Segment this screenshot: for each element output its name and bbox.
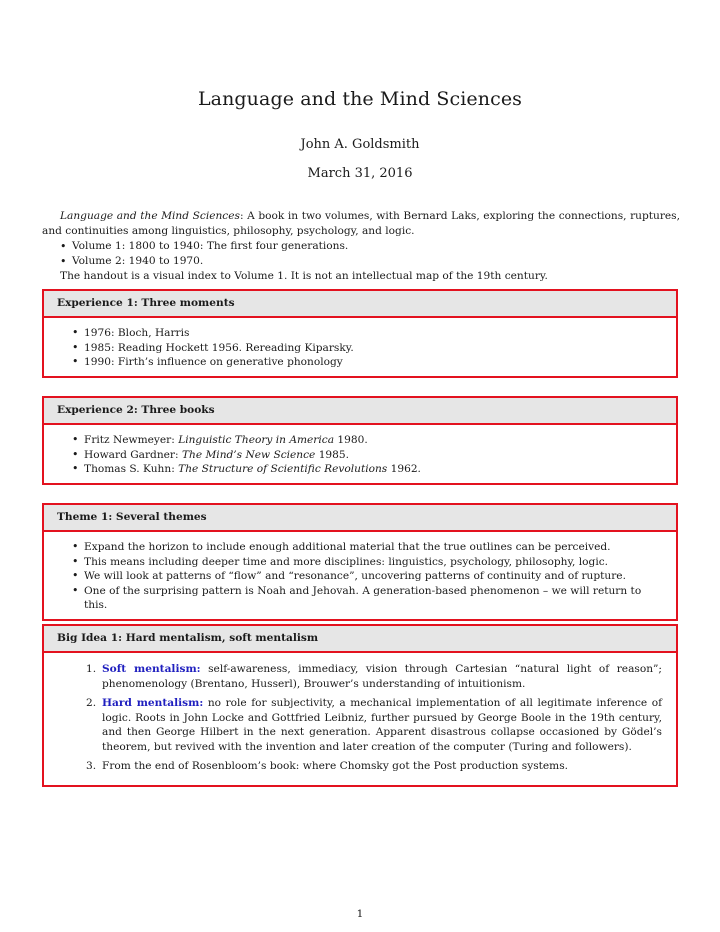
book-author: Howard Gardner: xyxy=(84,448,182,461)
numbered-list xyxy=(58,662,662,774)
list-item xyxy=(72,462,662,477)
list-item: • Volume 2: 1940 to 1970. xyxy=(60,254,680,269)
intro-section xyxy=(42,209,680,284)
list-item: • 1985: Reading Hockett 1956. Rereading Kiparsky. xyxy=(72,341,662,356)
intro-text: : A book in two volumes, with Bernard Laks, exploring the connections, ruptures, and continuities among linguistics, philosophy, psychology, and logic. xyxy=(42,210,680,237)
list-item xyxy=(72,433,662,448)
item-text: self-awareness, immediacy, vision through Cartesian “natural light of reason”; phenomenology (Brentano, Husserl), Brouwer’s understanding of intuitionism. xyxy=(102,663,663,690)
document-date: March 31, 2016 xyxy=(307,166,413,181)
box-heading: Experience 1: Three moments xyxy=(44,291,676,318)
box-heading: Theme 1: Several themes xyxy=(44,505,676,532)
bullet-list xyxy=(58,326,662,370)
bullet-list xyxy=(58,433,662,477)
box-heading: Experience 2: Three books xyxy=(44,398,676,425)
list-item xyxy=(58,662,662,691)
item-text: no role for subjectivity, a mechanical implementation of all legitimate inference of logic. Roots in John Locke and Gottfried Leibniz, further pursued by George Boole in the 19th century, and then George Hilbert in the next generation. Apparent disastrous collapse occasioned by Gödel’s theorem, but revived with the invention and later creation of the computer (Turing and followers). xyxy=(102,697,662,753)
box-heading: Big Idea 1: Hard mentalism, soft mentalism xyxy=(44,626,676,653)
box-body xyxy=(44,532,676,619)
book-year: 1962. xyxy=(387,463,421,475)
book-title: Language and the Mind Sciences xyxy=(60,210,240,222)
list-item: • 1990: Firth’s influence on generative phonology xyxy=(72,355,662,370)
author-name: John A. Goldsmith xyxy=(300,137,420,152)
bigidea1-box xyxy=(42,624,678,787)
book-author: Fritz Newmeyer: xyxy=(84,434,179,446)
experience2-box xyxy=(42,396,678,485)
book-title: The Structure of Scientific Revolutions xyxy=(178,463,388,475)
item-number: 1. xyxy=(86,663,97,675)
book-title: The Mind’s New Science xyxy=(181,448,316,461)
term-label: Soft mentalism: xyxy=(102,663,201,675)
handout-note: The handout is a visual index to Volume 1. It is not an intellectual map of the 19th century. xyxy=(60,270,548,282)
intro-paragraph xyxy=(42,209,680,239)
bullet-list xyxy=(58,540,662,613)
term-label: Hard mentalism: xyxy=(102,697,204,709)
list-item xyxy=(58,759,662,774)
box-body xyxy=(44,425,676,483)
list-item: • This means including deeper time and more disciplines: linguistics, psychology, philosophy, logic. xyxy=(72,555,662,570)
book-title: Linguistic Theory in America xyxy=(178,434,335,446)
volume-list xyxy=(42,239,680,269)
list-item xyxy=(58,696,662,754)
book-author: Thomas S. Kuhn: xyxy=(84,463,179,475)
list-item: • One of the surprising pattern is Noah and Jehovah. A generation-based phenomenon – we will return to this. xyxy=(72,584,662,613)
list-item: • Volume 1: 1800 to 1940: The first four generations. xyxy=(60,239,680,254)
book-year: 1985. xyxy=(315,448,350,461)
list-item: • Expand the horizon to include enough additional material that the true outlines can be perceived. xyxy=(72,540,662,555)
box-body xyxy=(44,318,676,376)
item-number: 3. xyxy=(86,760,97,772)
document-title: Language and the Mind Sciences xyxy=(197,88,523,110)
item-text: From the end of Rosenbloom’s book: where Chomsky got the Post production systems. xyxy=(102,760,569,772)
list-item: • 1976: Bloch, Harris xyxy=(72,326,662,341)
item-number: 2. xyxy=(86,697,97,709)
list-item xyxy=(72,448,662,463)
list-item: • We will look at patterns of “flow” and “resonance”, uncovering patterns of continuity and of rupture. xyxy=(72,569,662,584)
book-year: 1980. xyxy=(334,434,368,446)
experience1-box xyxy=(42,289,678,378)
theme1-box xyxy=(42,503,678,621)
page-number: 1 xyxy=(356,908,364,920)
box-body xyxy=(44,653,676,785)
